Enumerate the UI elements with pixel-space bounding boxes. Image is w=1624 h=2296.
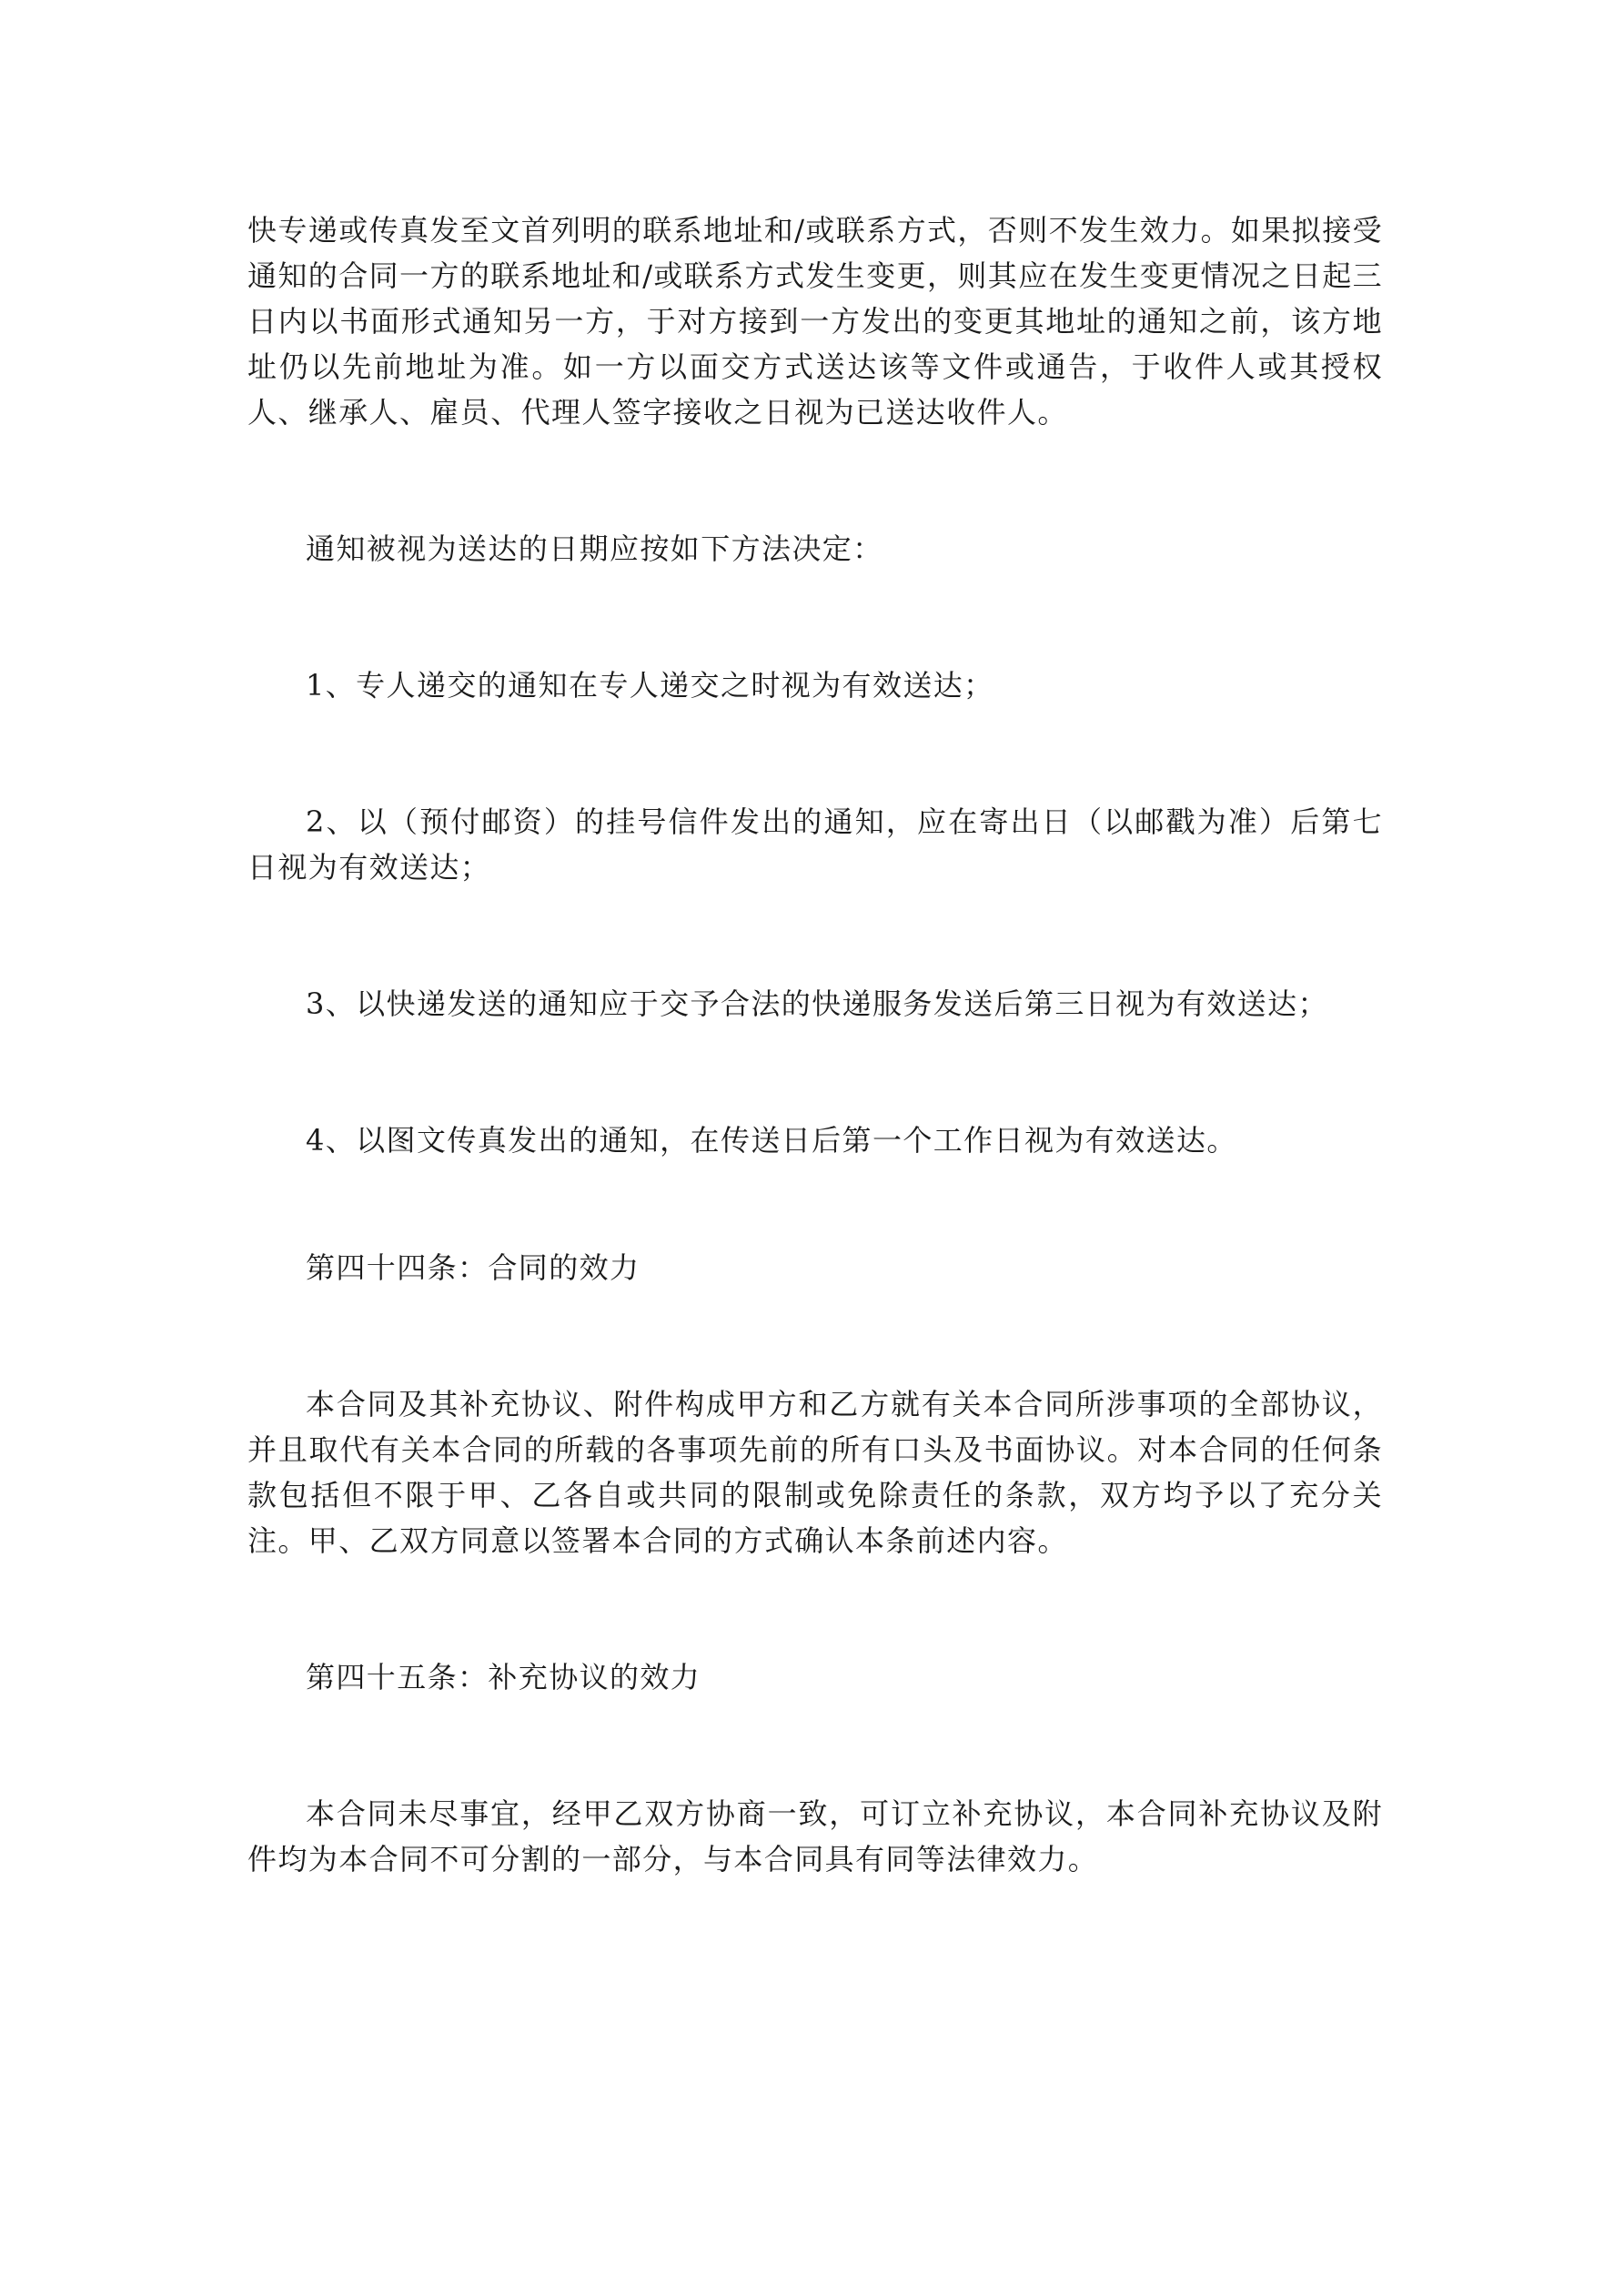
paragraph-delivery-date-rule: 通知被视为送达的日期应按如下方法决定： bbox=[306, 531, 883, 566]
list-item-3-express: 3、以快递发送的通知应于交予合法的快递服务发送后第三日视为有效送达； bbox=[306, 986, 1328, 1021]
article-45-heading: 第四十五条：补充协议的效力 bbox=[306, 1660, 701, 1694]
list-item-1-personal-delivery: 1、专人递交的通知在专人递交之时视为有效送达； bbox=[306, 668, 994, 703]
paragraph-contract-effect: 本合同及其补充协议、附件构成甲方和乙方就有关本合同所涉事项的全部协议，并且取代有关本合同的所载的各事项先前的所有口头及书面协议。对本合同的任何条款包括但不限于甲、乙各自或共同的限制或免除责任的条款，双方均予以了充分关注。甲、乙双方同意以签署本合同的方式确认本条前述内容。 bbox=[247, 1387, 1383, 1558]
paragraph-supplementary-effect: 本合同未尽事宜，经甲乙双方协商一致，可订立补充协议，本合同补充协议及附件均为本合同不可分割的一部分，与本合同具有同等法律效力。 bbox=[247, 1796, 1383, 1876]
list-item-4-fax: 4、以图文传真发出的通知，在传送日后第一个工作日视为有效送达。 bbox=[306, 1123, 1237, 1158]
paragraph-notice-delivery-continued: 快专递或传真发至文首列明的联系地址和/或联系方式，否则不发生效力。如果拟接受通知的合同一方的联系地址和/或联系方式发生变更，则其应在发生变更情况之日起三日内以书面形式通知另一方，于对方接到一方发出的变更其地址的通知之前，该方地址仍以先前地址为准。如一方以面交方式送达该等文件或通告，于收件人或其授权人、继承人、雇员、代理人签字接收之日视为已送达收件人。 bbox=[247, 213, 1383, 430]
list-item-2-registered-mail: 2、以（预付邮资）的挂号信件发出的通知，应在寄出日（以邮戳为准）后第七日视为有效送达； bbox=[247, 804, 1383, 885]
document-body bbox=[247, 207, 1383, 1882]
article-44-heading: 第四十四条：合同的效力 bbox=[306, 1250, 641, 1285]
